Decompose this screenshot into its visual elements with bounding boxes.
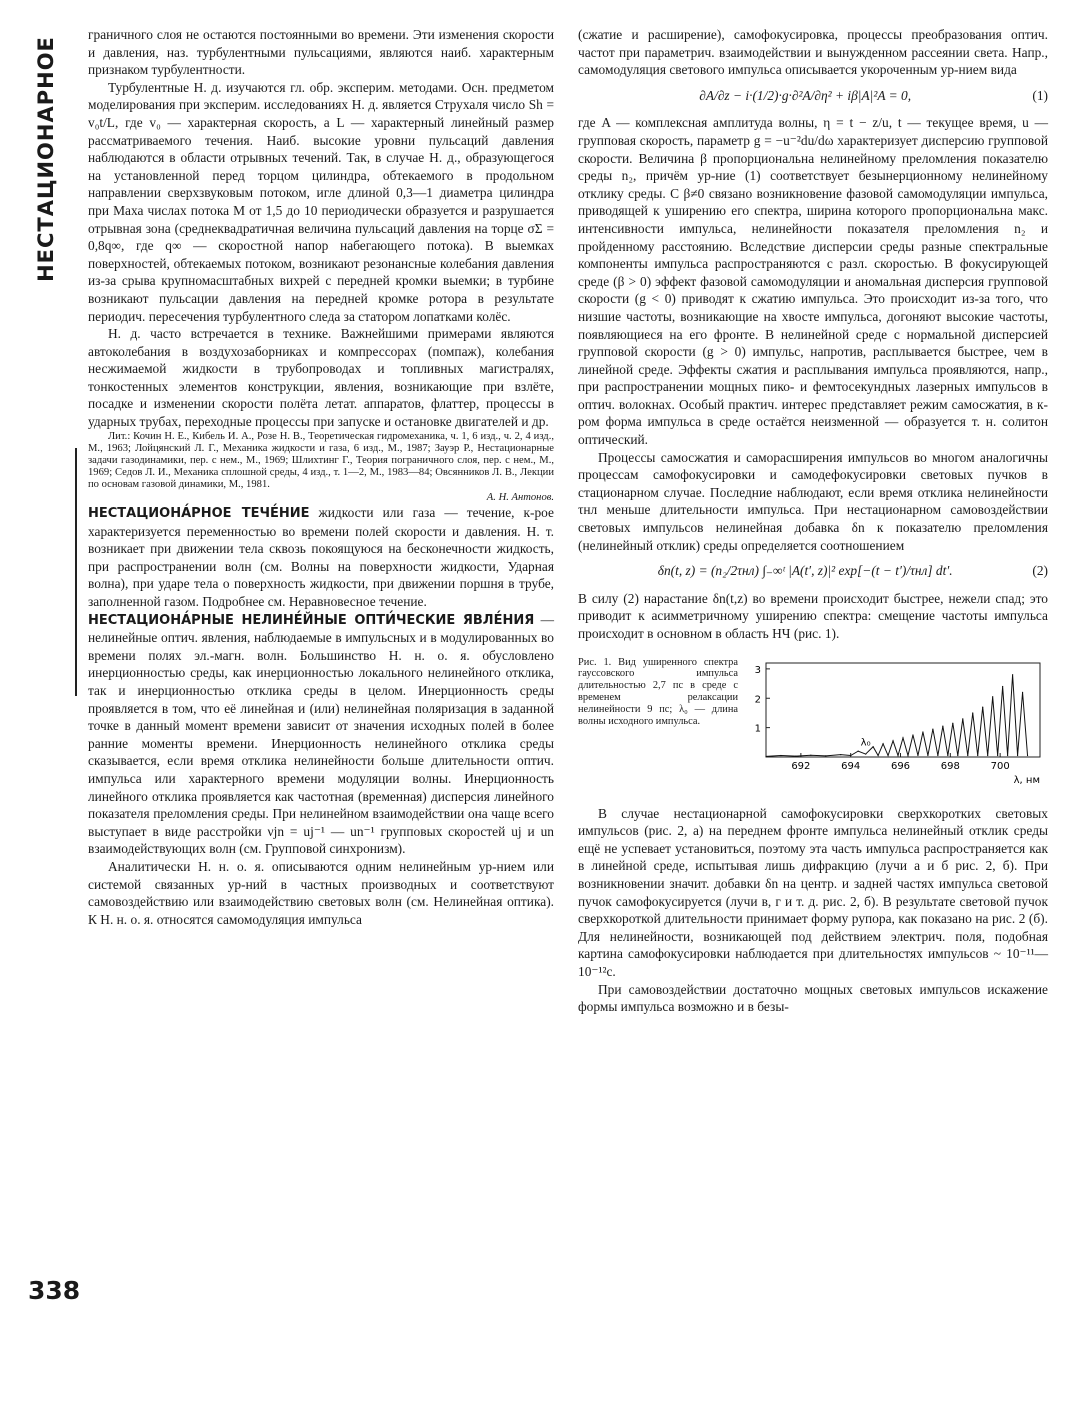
equation-1 <box>578 87 1048 105</box>
spectrum-point <box>992 696 993 697</box>
spectrum-point <box>887 755 888 756</box>
paragraph: (сжатие и расширение), самофокусировка, процессы преобразования оптич. частот при параметрич. взаимодействии и вынужденном рассеянии света. Напр., самомодуляция светового импульса описывается укороченным ур-нием вида <box>578 27 1048 78</box>
spectrum-point <box>865 753 866 754</box>
x-tick-label: 698 <box>940 760 960 772</box>
paragraph: Н. д. часто встречается в технике. Важнейшими примерами являются автоколебания в воздухозаборниках и компрессорах (помпаж), колебания несжимаемой жидкости в трубопроводах и топливных магистралях, тонкостенных элементов конструкции, явления, возникающие при взлёте, посадке и изменении скорости полёта летат. аппаратов, флаттер, процессы в ударных трубах, переходные процессы при запуске и остановке двигателей и др. <box>88 326 554 430</box>
spectrum-point <box>1007 755 1008 756</box>
y-tick-label: 1 <box>754 723 761 735</box>
entry-nonlinear-optics <box>88 611 554 858</box>
paragraph: Аналитически Н. н. о. я. описываются одним нелинейным ур-нием или системой связанных ур-ний в частных производных и соответствуют самовоздействию или взаимодействию световых волн (см. Нелинейная оптика). К Н. н. о. я. относятся самомодуляция импульса <box>88 858 554 927</box>
paragraph: где A — комплексная амплитуда волны, η = t − z/u, t — текущее время, u — групповая скорость, параметр g = −u⁻²du/dω характеризует дисперсию групповой скорости. Величина β пропорциональна нелинейному преломления показателю среды n₂, причём ур-ние (1) соответствует безынерционному нелинейному отклику среды. С β≠0 связано возникновение фазовой самомодуляции импульса, приводящей к уширению его спектра, ширина которого пропорциональна макс. интенсивности импульса, нелинейности показателя преломления n₂ и пройденному расстоянию. Вследствие дисперсии среды разные спектральные компоненты импульса распространяются с разл. скоростью. В фокусирующей среде (β > 0) эффект фазовой самомодуляции и аномальная дисперсия групповой скорости (g < 0) приводят к сжатию импульса. Это происходит из-за того, что низшие частоты, возникающие на хвосте импульса, догоняют высокие частоты, появляющиеся на его фронте. В нелинейной среде с нормальной дисперсией групповой скорости (g > 0) импульс, напротив, расплывается быстрее, чем в линейной среде. Эффекты сжатия и расплывания импульса проявляются, напр., при распространении мощных пико- и фемтосекундных лазерных импульсов в оптич. волокнах. Особый практич. интерес представляет режим самосжатия, в к-ром форма импульса в среде остаётся неизменной — образуется т. н. солитон оптический. <box>578 115 1048 448</box>
spectrum-point <box>932 728 933 729</box>
spectrum-point <box>977 755 978 756</box>
entry-text: жидкости или газа — течение, к-рое характеризуется переменностью во времени полей скорости и давления. Н. т. возникает при движении тела сквозь покоящуюся на бесконечности жидкость, при распространении волн (см. Волны на поверхности жидкости, Ударная волна), при ударе тела о поверхность жидкости, при движении поршня в трубе, заполненной газом. Подробнее см. Неравновесное течение. <box>88 505 554 610</box>
paragraph: граничного слоя не остаются постоянными во времени. Эти изменения скорости и давления, наз. турбулентными пульсациями, являются наиб. характерным признаком турбулентности. <box>88 27 554 78</box>
literature-list: Лит.: Кочин Н. Е., Кибель И. А., Розе Н. В., Теоретическая гидромеханика, ч. 1, 6 изд., ч. 2, 4 изд., М., 1963; Лойцянский Л. Г., Механика жидкости и газа, 6 изд., М., 1987; Зауэр Р., Нестационарные задачи газодинамики, пер. с нем., М., 1969; Шлихтинг Г., Теория пограничного слоя, пер. с нем., М., 1969; Седов Л. И., Механика сплошной среды, 4 изд., т. 1—2, М., 1983—84; Овсянников Л. В., Лекции по основам газовой динамики, М., 1981. <box>88 430 554 491</box>
x-axis-label: λ, нм <box>1013 774 1040 786</box>
spectrum-point <box>1017 755 1018 756</box>
article-author: А. Н. Антонов. <box>486 491 554 503</box>
section-title-text: НЕСТАЦИОНАРНОЕ <box>34 36 58 282</box>
spectrum-point <box>912 734 913 735</box>
equation-number: (1) <box>1032 87 1048 103</box>
spectrum-point <box>917 755 918 756</box>
entry-heading: НЕСТАЦИОНА́РНОЕ ТЕЧЕ́НИЕ <box>88 506 310 522</box>
x-tick-label: 696 <box>890 760 911 772</box>
spectrum-point <box>1012 674 1013 675</box>
entry-heading: НЕСТАЦИОНА́РНЫЕ НЕЛИНЕ́ЙНЫЕ ОПТИ́ЧЕСКИЕ ЯВЛЕ́НИЯ <box>88 612 535 628</box>
paragraph: Турбулентные Н. д. изучаются гл. обр. эксперим. методами. Осн. предметом моделирования при эксперим. исследованиях Н. д. является Струхаля число Sh = v₀t/L, где v₀ — характерная скорость, а L — характерный линейный размер рассматриваемого течения. Наиб. высокие уровни пульсаций давления наблюдаются в области отрывных течений. Так, в случае Н. д., образующегося на установленной перед торцом цилиндра, обтекаемого в продольном направлении сверхзвуковым потоком, игле длиной 0,3—1 диаметра цилиндра при Маха числах потока М от 1,5 до 10 периодически образуется и разрушается отрывная зона (среднеквадратичная величина пульсаций давления на торце σΣ = 0,8q∞, где q∞ — скоростной напор набегающего потока). В выемках поверхностей, обтекаемых потоком, возникают резонансные колебания давления из-за срыва крупномасштабных вихрей с передней кромки выемки; в турбине возникают пульсации давления на передней кромке ротора в результате периодич. пересечения турбулентного следа за статором лопатками колёс. <box>88 79 554 324</box>
spectrum-point <box>795 755 796 756</box>
paragraph: В случае нестационарной самофокусировки сверхкоротких световых импульсов (рис. 2, а) на переднем фронте импульса нелинейный отклик среды ещё не успевает установиться, поэтому эта часть импульса распространяется как в линейной среде, испытывая лишь дифракцию (лучи а и б рис. 2, б). При возникновении значит. добавки δn на центр. и задней частях импульса световой пучок самофокусируется (лучи в, г и т. д. рис. 2, б). В результате световой пучок сверхкороткой длительности принимает форму рупора, как показано на рис. 2 (б). Для нелинейности, возникающей под действием электрич. поля, подобная картина самофокусировки наблюдается при длительностях импульсов ~ 10⁻¹¹—10⁻¹²с. <box>578 805 1048 979</box>
spectrum-point <box>987 755 988 756</box>
figure-caption: Рис. 1. Вид уширенного спектра гауссовского импульса длительностью 2,7 пс в среде с временем релаксации нелинейности 9 пс; λ₀ — длина волны исходного импульса. <box>578 656 738 727</box>
spectrum-point <box>967 755 968 756</box>
spectrum-point <box>907 755 908 756</box>
spectrum-point <box>877 755 878 756</box>
spectrum-point <box>840 754 841 755</box>
spectrum-point <box>982 706 983 707</box>
spectrum-point <box>897 755 898 756</box>
spectrum-point <box>972 712 973 713</box>
equation-number: (2) <box>1032 563 1048 579</box>
spectrum-point <box>892 740 893 741</box>
entry-unsteady-flow <box>88 504 554 611</box>
spectrum-chart <box>748 657 1048 787</box>
spectrum-point <box>922 731 923 732</box>
x-tick-label: 700 <box>990 760 1010 772</box>
x-tick-label: 692 <box>791 760 811 772</box>
spectrum-point <box>780 755 781 756</box>
spectrum-point <box>882 743 883 744</box>
page-number: 338 <box>28 1276 81 1305</box>
spectrum-point <box>962 718 963 719</box>
y-tick-label: 3 <box>754 664 761 676</box>
paragraph: В силу (2) нарастание δn(t,z) во времени происходит быстрее, нежели спад; это приводит к асимметричному уширению спектра: смещение частоты импульса происходит в основном в область НЧ (рис. 1). <box>578 590 1048 641</box>
spectrum-point <box>765 755 766 756</box>
spectrum-point <box>810 754 811 755</box>
figure-1 <box>578 657 1048 787</box>
entry-text: — нелинейные оптич. явления, наблюдаемые в импульсных и в модулированных во времени полях эл.-магн. волн. Большинство Н. н. о. я. обусловлено инерционностью среды, как инерционностью локального нелинейного отклика, так и инерционностью отклика среды в целом. Инерционность среды проявляется в том, что её линейная и (или) нелинейная поляризация в заданной точке в данный момент времени зависит от значения исходных полей в более ранние моменты времени. Инерционность нелинейного отклика среды сказывается, если время отклика нелинейности больше длительности оптич. импульса или характерного времени модуляции волны. Инерционность линейного отклика проявляется как частотная (временная) дисперсия линейного показателя преломления среды. При нелинейном взаимодействии она чаще всего выступает в виде расстройки νjn = uj⁻¹ — un⁻¹ групповых скоростей uj и un взаимодействующих волн (см. Групповой синхронизм). <box>88 611 554 857</box>
spectrum-point <box>1022 691 1023 692</box>
y-tick-label: 2 <box>754 693 761 705</box>
equation-2 <box>578 562 1048 580</box>
spectrum-point <box>902 737 903 738</box>
paragraph: При самовоздействии достаточно мощных световых импульсов искажение формы импульса возможно и в безы- <box>578 981 1048 1015</box>
spectrum-point <box>858 750 859 751</box>
spectrum-point <box>957 755 958 756</box>
lambda0-annotation: λ₀ <box>860 736 871 748</box>
spectrum-point <box>850 755 851 756</box>
spectrum-point <box>997 755 998 756</box>
x-tick-label: 694 <box>841 760 861 772</box>
equation-body: δn(t, z) = (n₂/2τнл) ∫₋∞ᵗ |A(t′, z)|² exp[−(t − t′)/τнл] dt′. <box>657 563 953 579</box>
section-title-vertical <box>26 28 66 290</box>
left-column <box>88 26 554 928</box>
margin-rule <box>75 448 77 696</box>
equation-body: ∂A/∂z − i·(1/2)·g·∂²A/∂η² + iβ|A|²A = 0, <box>699 87 912 103</box>
paragraph: Процессы самосжатия и саморасширения импульсов во многом аналогичны процессам самофокусировки и самодефокусировки световых пучков в стационарном случае. Последние наблюдают, если время отклика нелинейности τнл меньше длительности импульса. При нестационарном самовоздействии световых импульсов нелинейная добавка δn к показателю преломления (нелинейный отклик) среды определяется соотношением <box>578 449 1048 553</box>
spectrum-point <box>927 755 928 756</box>
spectrum-series-line <box>766 674 1028 756</box>
spectrum-plot-svg <box>748 657 1048 787</box>
spectrum-point <box>873 746 874 747</box>
spectrum-point <box>937 755 938 756</box>
spectrum-point <box>825 755 826 756</box>
right-column <box>578 26 1048 1016</box>
spectrum-point <box>947 755 948 756</box>
spectrum-point <box>952 722 953 723</box>
spectrum-point <box>1002 685 1003 686</box>
spectrum-point <box>942 725 943 726</box>
spectrum-point <box>1027 755 1028 756</box>
